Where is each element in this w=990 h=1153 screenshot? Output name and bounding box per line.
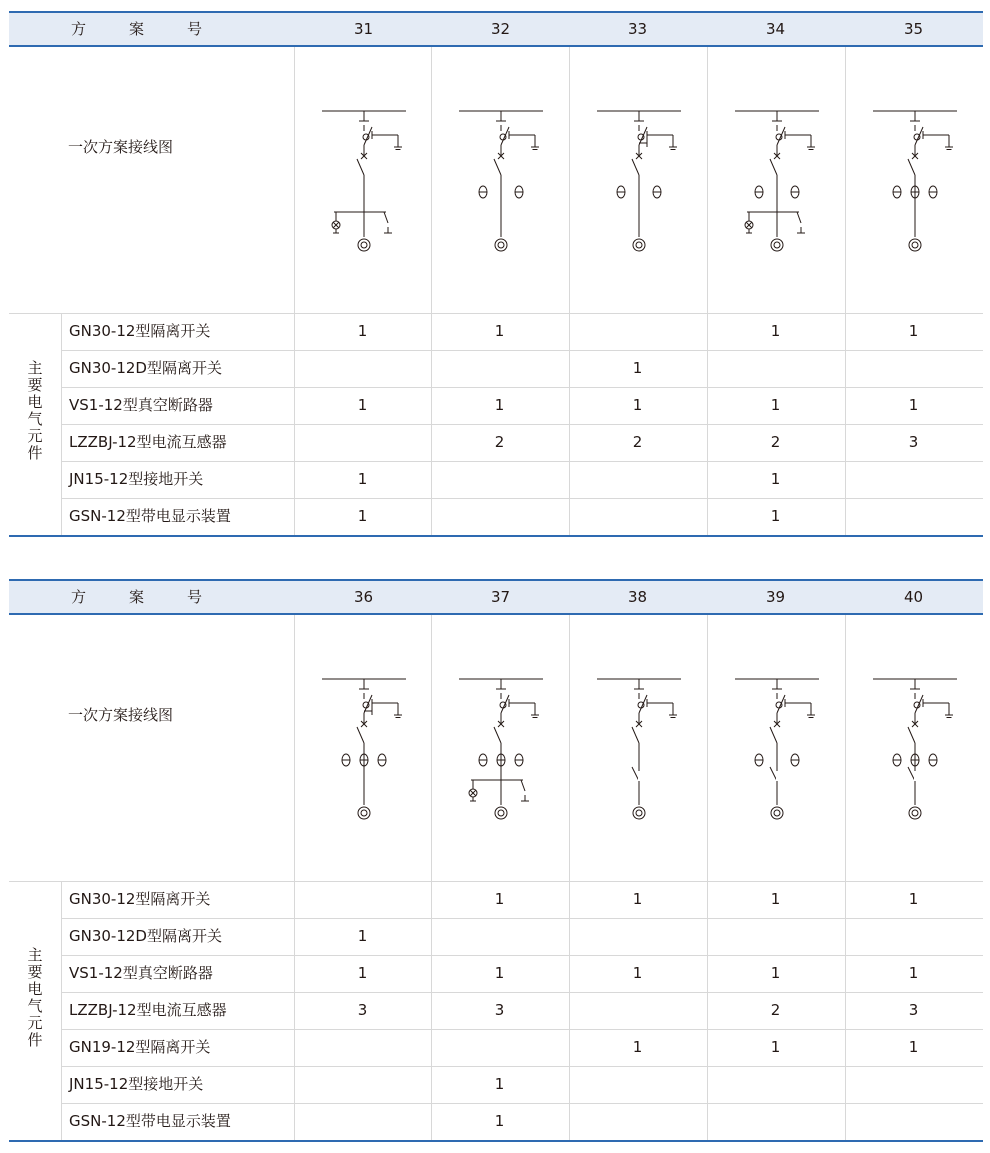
component-quantity: 1 bbox=[770, 322, 781, 340]
component-quantity: 1 bbox=[357, 507, 368, 525]
component-quantity: 1 bbox=[494, 322, 505, 340]
scheme-number: 40 bbox=[903, 588, 924, 606]
component-quantity: 1 bbox=[770, 470, 781, 488]
component-quantity: 1 bbox=[494, 1112, 505, 1130]
component-quantity: 1 bbox=[357, 964, 368, 982]
scheme-table-2 bbox=[9, 579, 983, 1145]
component-name: GN30-12型隔离开关 bbox=[69, 322, 211, 340]
component-name: VS1-12型真空断路器 bbox=[69, 964, 213, 982]
component-quantity: 3 bbox=[908, 433, 919, 451]
component-quantity: 1 bbox=[632, 396, 643, 414]
component-quantity: 1 bbox=[632, 890, 643, 908]
component-quantity: 1 bbox=[770, 1038, 781, 1056]
group-label: 主 要 电 气 元 件 bbox=[27, 946, 43, 1049]
component-quantity: 2 bbox=[632, 433, 643, 451]
table-bottom-rule bbox=[9, 535, 983, 537]
wiring-diagram bbox=[707, 663, 845, 863]
component-quantity: 1 bbox=[357, 927, 368, 945]
component-quantity: 3 bbox=[908, 1001, 919, 1019]
component-name: LZZBJ-12型电流互感器 bbox=[69, 433, 227, 451]
component-quantity: 2 bbox=[494, 433, 505, 451]
component-quantity: 1 bbox=[908, 890, 919, 908]
header-label: 方 案 号 bbox=[71, 588, 203, 606]
component-quantity: 1 bbox=[494, 396, 505, 414]
component-quantity: 1 bbox=[632, 964, 643, 982]
wiring-diagram bbox=[294, 95, 432, 295]
component-quantity: 1 bbox=[770, 964, 781, 982]
component-quantity: 1 bbox=[357, 470, 368, 488]
component-quantity: 2 bbox=[770, 1001, 781, 1019]
scheme-number: 38 bbox=[627, 588, 648, 606]
scheme-table-1 bbox=[9, 11, 983, 539]
component-quantity: 3 bbox=[357, 1001, 368, 1019]
component-quantity: 2 bbox=[770, 433, 781, 451]
wiring-diagram bbox=[845, 95, 983, 295]
divider bbox=[61, 313, 62, 537]
scheme-number: 32 bbox=[490, 20, 511, 38]
component-quantity: 1 bbox=[632, 1038, 643, 1056]
scheme-number: 34 bbox=[765, 20, 786, 38]
component-quantity: 1 bbox=[494, 964, 505, 982]
wiring-diagram bbox=[845, 663, 983, 863]
component-name: GSN-12型带电显示装置 bbox=[69, 1112, 231, 1130]
component-quantity: 3 bbox=[494, 1001, 505, 1019]
component-quantity: 1 bbox=[770, 507, 781, 525]
component-name: LZZBJ-12型电流互感器 bbox=[69, 1001, 227, 1019]
scheme-number: 39 bbox=[765, 588, 786, 606]
component-name: VS1-12型真空断路器 bbox=[69, 396, 213, 414]
component-quantity: 1 bbox=[908, 1038, 919, 1056]
wiring-diagram bbox=[431, 663, 569, 863]
wiring-diagram bbox=[569, 663, 707, 863]
component-quantity: 1 bbox=[908, 964, 919, 982]
wiring-diagram bbox=[707, 95, 845, 295]
scheme-number: 33 bbox=[627, 20, 648, 38]
group-label: 主 要 电 气 元 件 bbox=[27, 359, 43, 462]
table-header bbox=[9, 579, 983, 615]
table-bottom-rule bbox=[9, 1140, 983, 1142]
scheme-number: 31 bbox=[353, 20, 374, 38]
component-quantity: 1 bbox=[357, 396, 368, 414]
header-label: 方 案 号 bbox=[71, 20, 203, 38]
component-name: JN15-12型接地开关 bbox=[69, 470, 204, 488]
component-name: GN19-12型隔离开关 bbox=[69, 1038, 211, 1056]
diagram-label: 一次方案接线图 bbox=[68, 138, 174, 156]
scheme-number: 35 bbox=[903, 20, 924, 38]
wiring-diagram bbox=[431, 95, 569, 295]
diagram-label: 一次方案接线图 bbox=[68, 706, 174, 724]
component-quantity: 1 bbox=[908, 322, 919, 340]
scheme-number: 36 bbox=[353, 588, 374, 606]
component-quantity: 1 bbox=[494, 890, 505, 908]
wiring-diagrams bbox=[9, 615, 983, 881]
wiring-diagram bbox=[294, 663, 432, 863]
scheme-number: 37 bbox=[490, 588, 511, 606]
component-quantity: 1 bbox=[494, 1075, 505, 1093]
wiring-diagram bbox=[569, 95, 707, 295]
component-quantity: 1 bbox=[357, 322, 368, 340]
component-quantity: 1 bbox=[908, 396, 919, 414]
component-name: GSN-12型带电显示装置 bbox=[69, 507, 231, 525]
component-name: GN30-12型隔离开关 bbox=[69, 890, 211, 908]
divider bbox=[61, 881, 62, 1141]
component-quantity: 1 bbox=[770, 890, 781, 908]
table-header bbox=[9, 11, 983, 47]
component-name: JN15-12型接地开关 bbox=[69, 1075, 204, 1093]
wiring-diagrams bbox=[9, 47, 983, 313]
component-quantity: 1 bbox=[770, 396, 781, 414]
component-name: GN30-12D型隔离开关 bbox=[69, 927, 222, 945]
component-name: GN30-12D型隔离开关 bbox=[69, 359, 222, 377]
component-quantity: 1 bbox=[632, 359, 643, 377]
